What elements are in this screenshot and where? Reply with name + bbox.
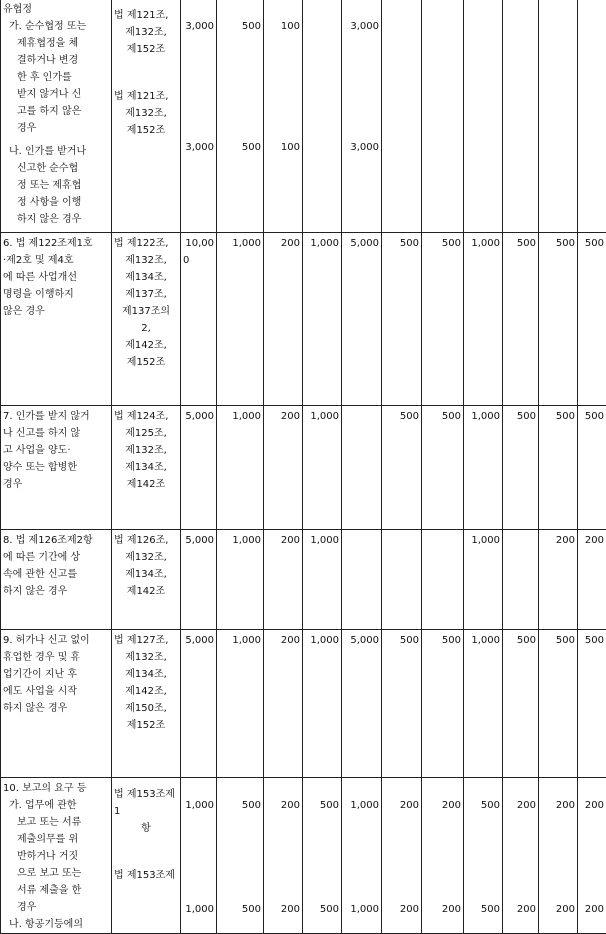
description-line: 고를 하지 않은	[3, 103, 109, 120]
amount-value: 200	[266, 901, 300, 918]
amount-value: 500	[305, 901, 339, 918]
description-line: 휴업한 경우 및 휴	[3, 649, 109, 666]
penalty-amount	[264, 406, 303, 530]
amount-value: 500	[424, 235, 461, 252]
amount-value: 200	[266, 632, 300, 649]
legal-basis-line: 제142조,	[114, 683, 178, 700]
description-line: 유협정	[3, 1, 109, 18]
description-line: 6. 법 제122조제1호	[3, 235, 109, 252]
amount-value: 500	[384, 408, 419, 425]
description-line: 가. 순수협정 또는	[3, 18, 109, 35]
penalty-amount	[422, 406, 464, 530]
penalty-amount	[503, 0, 539, 233]
amount-value: 200	[266, 408, 300, 425]
penalty-amount	[503, 530, 539, 630]
amount-value: 500	[466, 901, 500, 918]
penalty-amount	[422, 0, 464, 233]
penalty-amount	[578, 630, 606, 778]
penalty-amount	[303, 0, 342, 233]
amount-value: 500	[505, 408, 536, 425]
penalty-amount	[464, 0, 503, 233]
amount-value: 1,000	[305, 408, 339, 425]
violation-description	[1, 530, 112, 630]
amount-value: 1,000	[466, 408, 500, 425]
violation-description	[1, 233, 112, 406]
penalty-amount	[539, 778, 578, 934]
amount-value: 200	[384, 901, 419, 918]
description-line: 받지 않거나 신	[3, 86, 109, 103]
table-row	[1, 530, 606, 630]
penalty-amount	[578, 530, 606, 630]
amount-value: 1,000	[466, 632, 500, 649]
legal-basis-line: 제152조	[114, 41, 178, 58]
penalty-amount	[303, 233, 342, 406]
penalty-amount	[422, 778, 464, 934]
penalty-amount	[578, 406, 606, 530]
penalty-amount	[342, 406, 382, 530]
penalty-amount	[422, 233, 464, 406]
description-line: 서류 제출을 한	[3, 882, 109, 899]
description-line: 제휴협정을 체	[3, 35, 109, 52]
description-line: ·제2호 및 제4호	[3, 252, 109, 269]
penalty-amount	[342, 778, 382, 934]
description-line: 정 사항을 이행	[3, 194, 109, 211]
amount-value: 500	[424, 408, 461, 425]
table-row	[1, 406, 606, 530]
penalty-amount	[503, 233, 539, 406]
amount-value: 5,000	[344, 632, 379, 649]
legal-basis-line: 제132조,	[114, 105, 178, 122]
penalty-amount	[539, 530, 578, 630]
legal-basis-line: 제134조,	[114, 459, 178, 476]
amount-value: 500	[466, 797, 500, 814]
violation-description	[1, 406, 112, 530]
amount-value: 500	[505, 235, 536, 252]
table-row	[1, 233, 606, 406]
penalty-amount	[181, 630, 217, 778]
penalty-amount	[464, 630, 503, 778]
amount-value: 200	[424, 901, 461, 918]
description-line: 신고한 순수협	[3, 160, 109, 177]
legal-basis-line: 법 제124조,	[114, 408, 178, 425]
legal-basis-line: 법 제122조,	[114, 235, 178, 252]
legal-basis-line: 제134조,	[114, 666, 178, 683]
description-line: 하지 않은 경우	[3, 583, 109, 600]
penalty-amount	[578, 778, 606, 934]
legal-basis-line: 제152조	[114, 354, 178, 371]
amount-value: 200	[580, 797, 604, 814]
amount-value: 5,000	[183, 408, 214, 425]
penalty-amount	[264, 0, 303, 233]
penalty-amount	[464, 530, 503, 630]
legal-basis-line: 항	[114, 820, 178, 837]
legal-basis-line: 제134조,	[114, 566, 178, 583]
penalty-amount	[503, 630, 539, 778]
description-line: 고 사업을 양도·	[3, 442, 109, 459]
amount-value: 100	[266, 139, 300, 156]
amount-value: 500	[384, 235, 419, 252]
amount-value: 500	[505, 632, 536, 649]
amount-value: 5,000	[183, 632, 214, 649]
penalty-amount	[382, 530, 422, 630]
description-line: 정 또는 제휴협	[3, 177, 109, 194]
penalty-amount	[578, 233, 606, 406]
amount-value: 1,000	[219, 532, 261, 549]
description-line: 10. 보고의 요구 등	[3, 780, 109, 797]
legal-basis	[112, 0, 181, 233]
description-line: 나 신고를 하지 않	[3, 425, 109, 442]
legal-basis-line: 제142조,	[114, 337, 178, 354]
legal-basis-line: 제132조,	[114, 549, 178, 566]
table-row	[1, 630, 606, 778]
penalty-amount	[217, 233, 264, 406]
penalty-amount	[181, 233, 217, 406]
amount-value: 200	[424, 797, 461, 814]
amount-value: 1,000	[305, 532, 339, 549]
amount-value: 200	[541, 532, 575, 549]
amount-value: 500	[580, 632, 604, 649]
amount-value: 1,000	[466, 235, 500, 252]
description-line: 8. 법 제126조제2항	[3, 532, 109, 549]
legal-basis	[112, 233, 181, 406]
amount-value: 200	[266, 532, 300, 549]
amount-value: 1,000	[219, 235, 261, 252]
description-line: 하지 않은 경우	[3, 700, 109, 717]
legal-basis-line: 제132조,	[114, 252, 178, 269]
amount-value: 200	[266, 797, 300, 814]
penalty-amount	[264, 630, 303, 778]
amount-value: 100	[266, 18, 300, 35]
amount-value: 500	[541, 632, 575, 649]
legal-basis-line: 법 제153조제	[114, 867, 178, 884]
legal-basis-line: 제132조,	[114, 24, 178, 41]
description-line: 하지 않은 경우	[3, 211, 109, 228]
amount-value: 200	[580, 532, 604, 549]
penalty-amount	[382, 630, 422, 778]
violation-description	[1, 0, 112, 233]
amount-value: 500	[305, 797, 339, 814]
amount-value: 3,000	[183, 139, 214, 156]
description-line: 속에 관한 신고를	[3, 566, 109, 583]
amount-value: 200	[541, 797, 575, 814]
amount-value: 200	[384, 797, 419, 814]
legal-basis-line: 법 제121조,	[114, 88, 178, 105]
description-line: 에 따른 기간에 상	[3, 549, 109, 566]
legal-basis-line: 제152조	[114, 717, 178, 734]
legal-basis-line: 제137조의	[114, 303, 178, 320]
description-line: 가. 업무에 관한	[3, 797, 109, 814]
amount-value: 500	[580, 235, 604, 252]
amount-value: 200	[266, 235, 300, 252]
amount-value: 500	[384, 632, 419, 649]
penalty-amount	[422, 630, 464, 778]
amount-value: 1,000	[344, 901, 379, 918]
amount-value: 1,000	[305, 235, 339, 252]
penalty-amount	[382, 0, 422, 233]
description-line: 경우	[3, 899, 109, 916]
penalty-amount	[342, 233, 382, 406]
legal-basis-line: 법 제126조,	[114, 532, 178, 549]
penalty-amount	[217, 406, 264, 530]
penalty-amount	[181, 0, 217, 233]
amount-value: 200	[505, 901, 536, 918]
legal-basis-line: 2,	[114, 320, 178, 337]
legal-basis-line: 제150조,	[114, 700, 178, 717]
description-line: 업기간이 지난 후	[3, 666, 109, 683]
amount-value: 1,000	[219, 408, 261, 425]
amount-value: 1,000	[183, 901, 214, 918]
amount-value: 200	[505, 797, 536, 814]
penalty-amount	[503, 406, 539, 530]
legal-basis-line: 제142조	[114, 476, 178, 493]
amount-value: 3,000	[344, 18, 379, 35]
amount-value: 1,000	[183, 797, 214, 814]
penalty-amount	[342, 0, 382, 233]
amount-value: 500	[580, 408, 604, 425]
penalty-amount	[217, 530, 264, 630]
penalty-amount	[264, 778, 303, 934]
legal-basis	[112, 630, 181, 778]
description-line: 결하거나 변경	[3, 52, 109, 69]
penalty-amount	[264, 233, 303, 406]
amount-value: 10,00	[183, 235, 214, 252]
penalty-amount	[217, 0, 264, 233]
amount-value: 1,000	[305, 632, 339, 649]
penalty-amount	[382, 233, 422, 406]
penalty-amount	[264, 530, 303, 630]
penalty-amount	[539, 630, 578, 778]
amount-value: 500	[541, 408, 575, 425]
amount-value-wrap: 0	[183, 252, 214, 269]
penalty-amount	[382, 406, 422, 530]
amount-value: 200	[580, 901, 604, 918]
amount-value: 500	[219, 797, 261, 814]
amount-value: 500	[424, 632, 461, 649]
legal-basis-line: 법 제121조,	[114, 7, 178, 24]
legal-basis	[112, 530, 181, 630]
legal-basis-line: 제152조	[114, 122, 178, 139]
description-line: 제출의무를 위	[3, 831, 109, 848]
amount-value: 500	[219, 18, 261, 35]
penalty-amount	[464, 778, 503, 934]
description-line: 않은 경우	[3, 303, 109, 320]
table-row	[1, 0, 606, 233]
penalty-amount	[217, 778, 264, 934]
description-line: 에도 사업을 시작	[3, 683, 109, 700]
description-line: 나. 항공기등에의	[3, 916, 109, 933]
violation-description	[1, 778, 112, 934]
legal-basis-line: 제134조,	[114, 269, 178, 286]
penalty-amount	[539, 406, 578, 530]
penalty-amount	[303, 630, 342, 778]
penalty-amount	[464, 233, 503, 406]
description-line: 경우	[3, 476, 109, 493]
penalty-amount	[217, 630, 264, 778]
amount-value: 500	[219, 901, 261, 918]
amount-value: 200	[541, 901, 575, 918]
penalty-amount	[422, 530, 464, 630]
amount-value: 3,000	[344, 139, 379, 156]
amount-value: 5,000	[183, 532, 214, 549]
amount-value: 5,000	[344, 235, 379, 252]
penalty-amount	[464, 406, 503, 530]
amount-value: 1,000	[219, 632, 261, 649]
amount-value: 1,000	[466, 532, 500, 549]
legal-basis-line: 제137조,	[114, 286, 178, 303]
penalty-amount	[303, 778, 342, 934]
description-line: 보고 또는 서류	[3, 814, 109, 831]
penalty-amount	[181, 406, 217, 530]
penalty-amount	[181, 530, 217, 630]
penalty-amount	[503, 778, 539, 934]
penalty-amount	[539, 0, 578, 233]
description-line: 7. 인가를 받지 않거	[3, 408, 109, 425]
penalty-amount	[382, 778, 422, 934]
description-line: 에 따른 사업개선	[3, 269, 109, 286]
penalty-amount	[342, 530, 382, 630]
table-row	[1, 778, 606, 934]
legal-basis	[112, 406, 181, 530]
penalty-amount	[303, 530, 342, 630]
amount-value: 500	[541, 235, 575, 252]
description-line: 경우	[3, 120, 109, 137]
penalty-amount	[578, 0, 606, 233]
legal-basis-line: 제132조,	[114, 649, 178, 666]
legal-basis-line: 제142조	[114, 583, 178, 600]
legal-basis-line: 법 제127조,	[114, 632, 178, 649]
legal-basis	[112, 778, 181, 934]
legal-basis-line: 법 제153조제1	[114, 786, 178, 820]
description-line: 한 후 인가를	[3, 69, 109, 86]
penalty-amount	[539, 233, 578, 406]
penalty-amount	[342, 630, 382, 778]
description-line: 명령을 이행하지	[3, 286, 109, 303]
amount-value: 3,000	[183, 18, 214, 35]
amount-value: 1,000	[344, 797, 379, 814]
amount-value: 500	[219, 139, 261, 156]
penalty-amount	[303, 406, 342, 530]
legal-basis-line: 제132조,	[114, 442, 178, 459]
description-line: 9. 허가나 신고 없이	[3, 632, 109, 649]
description-line: 반하거나 거짓	[3, 848, 109, 865]
description-line: 나. 인가를 받거나	[3, 143, 109, 160]
penalty-amount	[181, 778, 217, 934]
description-line: 양수 또는 합병한	[3, 459, 109, 476]
violation-description	[1, 630, 112, 778]
legal-basis-line: 제125조,	[114, 425, 178, 442]
description-line: 으로 보고 또는	[3, 865, 109, 882]
